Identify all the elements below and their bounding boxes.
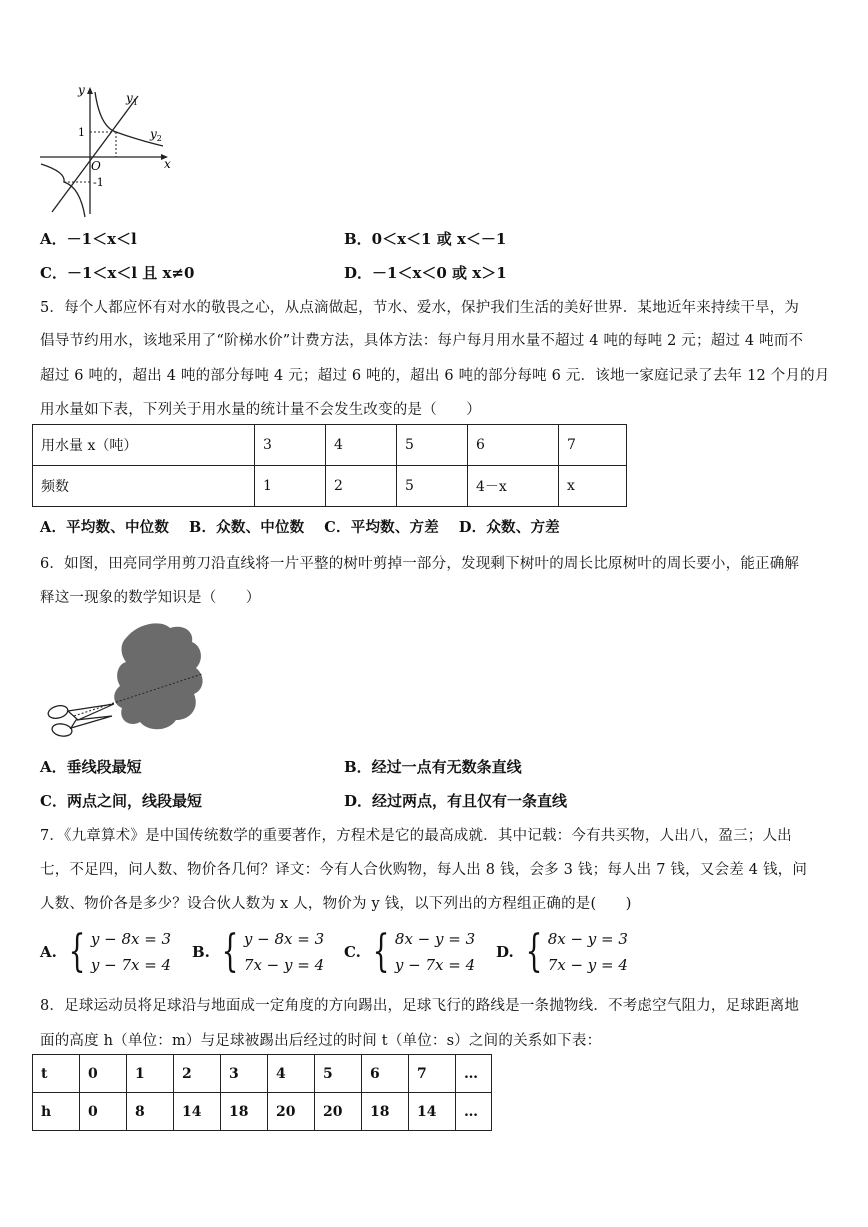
q6-line-1: 6．如图，田亮同学用剪刀沿直线将一片平整的树叶剪掉一部分，发现剩下树叶的周长比原树叶的周长要小，能正确解: [40, 556, 800, 572]
table-cell: 18: [362, 1093, 409, 1131]
table-row: [33, 1093, 492, 1131]
table-cell: 14: [409, 1093, 456, 1131]
origin-label: O: [91, 159, 101, 173]
table-cell: 8: [127, 1093, 174, 1131]
q8-line-2: 面的高度 h（单位：m）与足球被踢出后经过的时间 t（单位：s）之间的关系如下表：: [40, 1033, 602, 1049]
table-cell: t: [33, 1055, 80, 1093]
q7-option-a: [40, 926, 171, 978]
q8-height-table: [32, 1054, 492, 1131]
q7-option-c: [344, 926, 475, 978]
q6-line-2: 释这一现象的数学知识是（ ）: [40, 590, 261, 606]
table-cell: …: [456, 1055, 492, 1093]
table-cell: 3: [255, 425, 326, 466]
brace-icon: {: [525, 926, 543, 977]
equation-1: 8x − y = 3: [547, 930, 628, 948]
curve-y2-line: [52, 96, 138, 212]
table-cell: h: [33, 1093, 80, 1131]
table-cell: 0: [80, 1055, 127, 1093]
option-label: D.: [496, 943, 514, 961]
table-cell: 4: [326, 425, 397, 466]
q4-option-a: A．－1＜x＜l: [40, 230, 137, 248]
option-label: C.: [344, 943, 361, 961]
q6-option-b: B．经过一点有无数条直线: [344, 758, 522, 776]
brace-icon: {: [68, 926, 86, 977]
equation-1: y − 8x = 3: [90, 930, 172, 948]
leaf-scissors-illustration: [44, 616, 224, 746]
q4-option-d: D．－1＜x＜0 或 x＞1: [344, 264, 507, 282]
table-cell: 0: [80, 1093, 127, 1131]
table-cell: 1: [127, 1055, 174, 1093]
table-row: [33, 1055, 492, 1093]
table-cell: 2: [174, 1055, 221, 1093]
table-cell: 3: [221, 1055, 268, 1093]
table-cell: 7: [559, 425, 627, 466]
q4-option-b: B．0＜x＜1 或 x＜－1: [344, 230, 507, 248]
q7-option-d: [496, 926, 628, 978]
table-row: [33, 425, 627, 466]
table-cell: 4: [268, 1055, 315, 1093]
table-cell: 14: [174, 1093, 221, 1131]
option-label: A.: [40, 943, 57, 961]
tick-neg1-label: -1: [93, 176, 104, 189]
brace-icon: {: [372, 926, 390, 977]
table-cell: 5: [315, 1055, 362, 1093]
x-axis-label: x: [164, 157, 171, 171]
table-cell: 5: [397, 425, 468, 466]
table-cell: …: [456, 1093, 492, 1131]
table-cell: x: [559, 466, 627, 507]
q5-water-table: [32, 424, 627, 507]
q5-line-1: 5．每个人都应怀有对水的敬畏之心，从点滴做起，节水、爱水，保护我们生活的美好世界．某地近年来持续干旱，为: [40, 300, 800, 316]
q5-line-3: 超过 6 吨的，超出 4 吨的部分每吨 4 元；超过 6 吨的，超出 6 吨的部分每吨 6 元．该地一家庭记录了去年 12 个月的月: [40, 368, 830, 384]
y-axis-arrow: [87, 87, 93, 94]
table-cell: 频数: [33, 466, 255, 507]
table-cell: 用水量 x（吨）: [33, 425, 255, 466]
table-cell: 20: [315, 1093, 362, 1131]
table-cell: 4－x: [468, 466, 559, 507]
q8-line-1: 8．足球运动员将足球沿与地面成一定角度的方向踢出，足球飞行的路线是一条抛物线．不考虑空气阻力，足球距离地: [40, 998, 800, 1014]
q5-options: A．平均数、中位数 B．众数、中位数 C．平均数、方差 D．众数、方差: [40, 519, 560, 536]
q5-line-4: 用水量如下表，下列关于用水量的统计量不会发生改变的是（ ）: [40, 402, 481, 418]
y2-label: $y_2$: [150, 127, 162, 143]
q6-option-c: C．两点之间，线段最短: [40, 792, 202, 810]
table-cell: 6: [468, 425, 559, 466]
equation-2: 7x − y = 4: [547, 956, 628, 974]
option-label: B.: [192, 943, 210, 961]
q4-option-c: C．－1＜x＜l 且 x≠0: [40, 264, 195, 282]
q5-line-2: 倡导节约用水，该地采用了“阶梯水价”计费方法，具体方法：每户每月用水量不超过 4 吨的每吨 2 元；超过 4 吨而不: [40, 333, 804, 349]
q7-line-2: 七，不足四，问人数、物价各几何？译文：今有人合伙购物，每人出 8 钱，会多 3 钱；每人出 7 钱，又会差 4 钱，问: [40, 862, 808, 878]
tick-1-label: 1: [78, 126, 85, 139]
q7-line-3: 人数、物价各是多少？设合伙人数为 x 人，物价为 y 钱，以下列出的方程组正确的是( ): [40, 896, 632, 912]
table-cell: 20: [268, 1093, 315, 1131]
equation-2: 7x − y = 4: [243, 956, 325, 974]
table-cell: 2: [326, 466, 397, 507]
table-cell: 18: [221, 1093, 268, 1131]
table-cell: 6: [362, 1055, 409, 1093]
y1-label: $y_1$: [126, 91, 138, 107]
q6-option-a: A．垂线段最短: [40, 758, 142, 776]
leaf-shape: [114, 623, 202, 729]
table-cell: 1: [255, 466, 326, 507]
equation-2: y − 7x = 4: [394, 956, 476, 974]
brace-icon: {: [221, 926, 239, 977]
y-axis-label: y: [78, 83, 85, 97]
curve-y1-left: [41, 164, 85, 217]
q7-option-b: [192, 926, 324, 978]
table-cell: 7: [409, 1055, 456, 1093]
q7-line-1: 7．《九章算术》是中国传统数学的重要著作，方程术是它的最高成就．其中记载：今有共买物，人出八，盈三；人出: [40, 828, 792, 844]
table-row: [33, 466, 627, 507]
q6-option-d: D．经过两点，有且仅有一条直线: [344, 792, 568, 810]
equation-1: 8x − y = 3: [394, 930, 476, 948]
equation-1: y − 8x = 3: [243, 930, 325, 948]
equation-2: y − 7x = 4: [90, 956, 172, 974]
scissors-icon: [47, 704, 114, 738]
function-graph: [38, 82, 178, 218]
table-cell: 5: [397, 466, 468, 507]
